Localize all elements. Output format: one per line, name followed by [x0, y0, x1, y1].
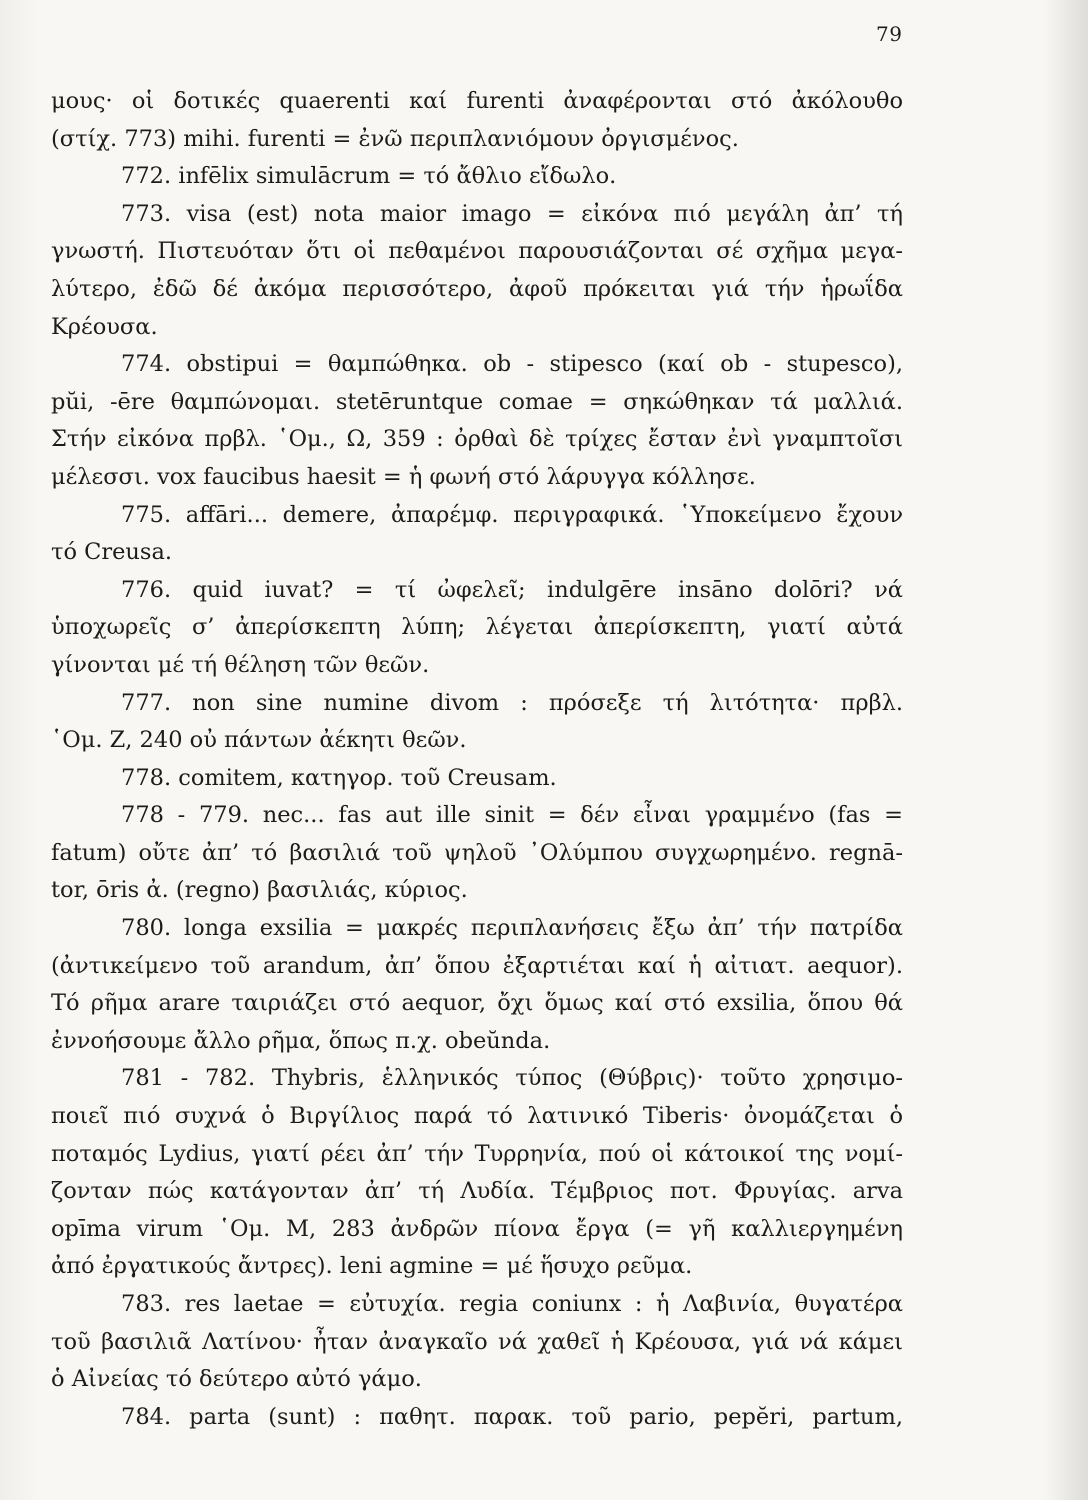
text-line: Στήν εἰκόνα πρβλ. ῾Ομ., Ω, 359 : ὀρθαὶ δὲ τρίχες ἔσταν ἐνὶ γναμπτοῖσι: [51, 426, 903, 453]
text-line: ἐννοήσουμε ἄλλο ρῆμα, ὅπως π.χ. obeŭnda.: [51, 1027, 551, 1054]
text-line: fatum) οὔτε ἀπ’ τό βασιλιά τοῦ ψηλοῦ ᾿Ολύμπου συγχωρημένο. regnā-: [51, 839, 903, 866]
text-line: 777. non sine numine divom : πρόσεξε τή λιτότητα· πρβλ.: [121, 689, 903, 716]
text-line: opīma virum ῾Ομ. Μ, 283 ἀνδρῶν πίονα ἔργα (= γῆ καλλιεργημένη: [51, 1215, 903, 1242]
text-line: ποταμός Lydius, γιατί ρέει ἀπ’ τήν Τυρρηνία, πού οἱ κάτοικοί της νομί-: [51, 1140, 903, 1167]
text-line: ποιεῖ πιό συχνά ὁ Βιργίλιος παρά τό λατινικό Tiberis· ὀνομάζεται ὁ: [51, 1103, 903, 1130]
text-line: ζονταν πώς κατάγονταν ἀπ’ τή Λυδία. Τέμβριος ποτ. Φρυγίας. arva: [51, 1178, 903, 1205]
text-line: τό Creusa.: [51, 539, 173, 566]
commentary-text: [51, 83, 903, 1436]
text-line: 778. comitem, κατηγορ. τοῦ Creusam.: [121, 764, 557, 791]
text-line: 773. visa (est) nota maior imago = εἰκόνα πιό μεγάλη ἀπ’ τή: [121, 200, 903, 227]
page-edge-shadow: [1048, 0, 1088, 1500]
text-line: 776. quid iuvat? = τί ὠφελεῖ; indulgēre insāno dolōri? νά: [121, 576, 903, 603]
text-line: μέλεσσι. vox faucibus haesit = ἡ φωνή στό λάρυγγα κόλλησε.: [51, 463, 756, 490]
text-line: ὑποχωρεῖς σ’ ἀπερίσκεπτη λύπη; λέγεται ἀπερίσκεπτη, γιατί αὐτά: [51, 614, 903, 641]
text-line: pŭi, -ēre θαμπώνομαι. stetēruntque comae = σηκώθηκαν τά μαλλιά.: [51, 388, 903, 415]
text-line: μους· οἱ δοτικές quaerenti καί furenti ἀναφέρονται στό ἀκόλουθο: [51, 88, 903, 114]
text-line: 780. longa exsilia = μακρές περιπλανήσεις ἔξω ἀπ’ τήν πατρίδα: [121, 915, 903, 942]
text-line: γνωστή. Πιστευόταν ὅτι οἱ πεθαμένοι παρουσιάζονται σέ σχῆμα μεγα-: [51, 238, 903, 265]
text-line: γίνονται μέ τή θέληση τῶν θεῶν.: [51, 651, 430, 678]
text-line: (ἀντικείμενο τοῦ arandum, ἀπ’ ὅπου ἐξαρτιέται καί ἡ αἰτιατ. aequor).: [51, 952, 903, 979]
text-line: 774. obstipui = θαμπώθηκα. ob - stipesco (καί ob - stupesco),: [121, 351, 903, 378]
text-line: 775. affāri... demere, ἀπαρέμφ. περιγραφικά. ῾Υποκείμενο ἔχουν: [121, 501, 903, 528]
text-line: tor, ōris ἀ. (regno) βασιλιάς, κύριος.: [51, 877, 468, 904]
text-line: 778 - 779. nec... fas aut ille sinit = δέν εἶναι γραμμένο (fas =: [121, 802, 903, 829]
page-number: 79: [876, 22, 903, 46]
text-line: Κρέουσα.: [51, 313, 158, 340]
text-line: 781 - 782. Thybris, ἑλληνικός τύπος (Θύβρις)· τοῦτο χρησιμο-: [121, 1065, 903, 1092]
text-line: (στίχ. 773) mihi. furenti = ἐνῶ περιπλανιόμουν ὀργισμένος.: [51, 125, 739, 152]
text-line: 784. parta (sunt) : παθητ. παρακ. τοῦ pario, pepĕri, partum,: [121, 1403, 903, 1430]
text-line: ὁ Αἰνείας τό δεύτερο αὐτό γάμο.: [51, 1366, 422, 1393]
text-line: ἀπό ἐργατικούς ἄντρες). leni agmine = μέ ἥσυχο ρεῦμα.: [51, 1253, 693, 1280]
text-line: τοῦ βασιλιᾶ Λατίνου· ἦταν ἀναγκαῖο νά χαθεῖ ἡ Κρέουσα, γιά νά κάμει: [51, 1328, 903, 1355]
text-line: Τό ρῆμα arare ταιριάζει στό aequor, ὄχι ὅμως καί στό exsilia, ὅπου θά: [51, 990, 903, 1017]
text-line: 783. res laetae = εὐτυχία. regia coniunx : ἡ Λαβινία, θυγατέρα: [121, 1291, 903, 1317]
text-line: 772. infēlix simulācrum = τό ἄθλιο εἴδωλο.: [121, 163, 617, 190]
text-line: ῾Ομ. Ζ, 240 οὐ πάντων ἀέκητι θεῶν.: [51, 727, 467, 754]
text-line: λύτερο, ἐδῶ δέ ἀκόμα περισσότερο, ἀφοῦ πρόκειται γιά τήν ἡρωΐδα: [51, 275, 903, 302]
